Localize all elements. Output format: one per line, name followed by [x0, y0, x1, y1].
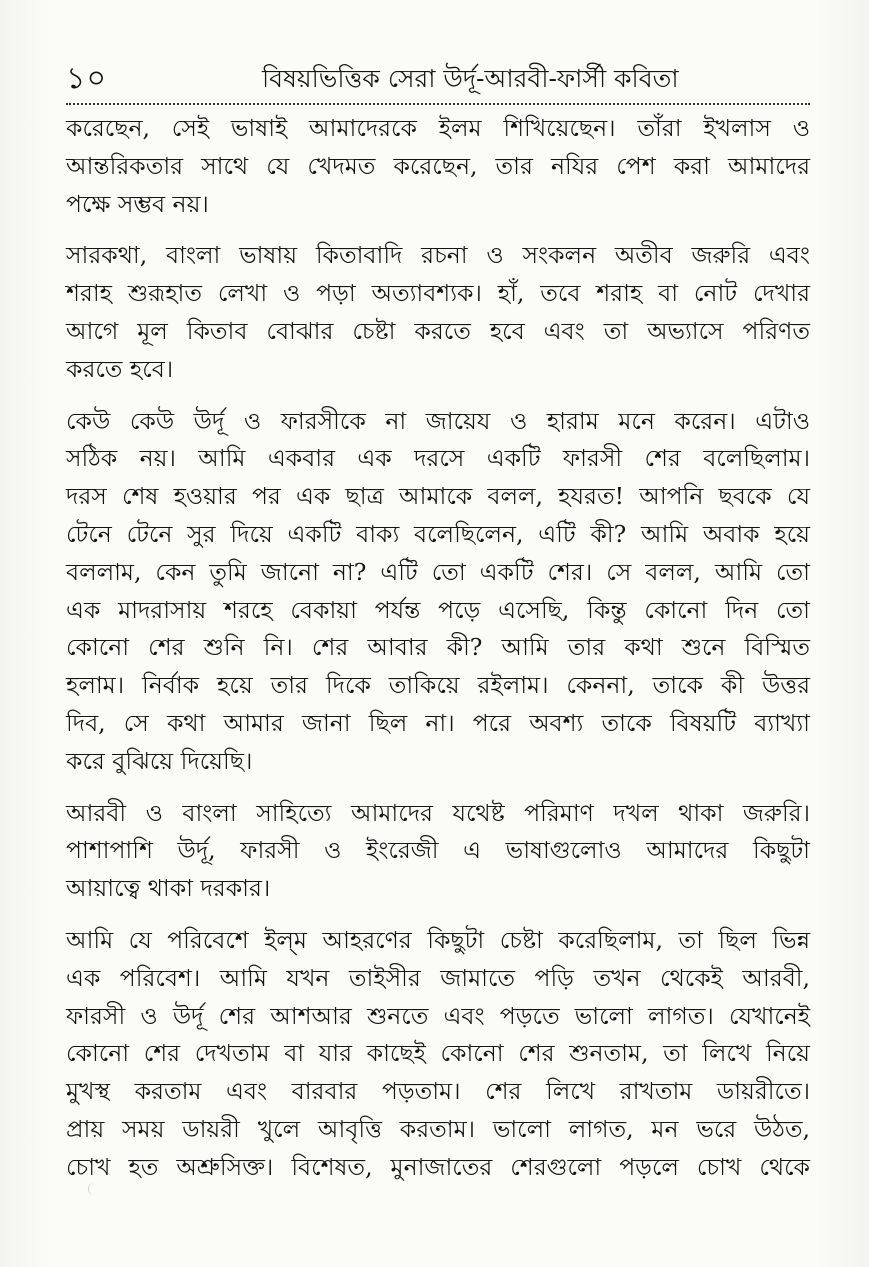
text-line: আয়াত্বে থাকা দরকার। — [66, 874, 271, 903]
text-line: বললাম, কেন তুমি জানো না? এটি তো একটি শের। সে বলল, আমি তো — [66, 557, 810, 586]
text-line: টেনে টেনে সুর দিয়ে একটি বাক্য বলেছিলেন, এটি কী? আমি অবাক হয়ে — [66, 519, 810, 548]
text-line: পাশাপাশি উর্দূ, ফারসী ও ইংরেজী এ ভাষাগুলোও আমাদের কিছুটা — [66, 836, 810, 865]
text-line: এক মাদরাসায় শরহে বেকায়া পর্যন্ত পড়ে এসেছি, কিন্তু কোনো দিন তো — [66, 595, 810, 624]
text-line: আমি যে পরিবেশে ইল্‌ম আহরণের কিছুটা চেষ্টা করেছিলাম, তা ছিল ভিন্ন — [66, 925, 810, 954]
paper-speck — [88, 1183, 99, 1195]
text-line: করতে হবে। — [66, 354, 174, 383]
text-line: কোনো শের শুনি নি। শের আবার কী? আমি তার কথা শুনে বিস্মিত — [66, 633, 810, 662]
paragraph — [66, 922, 810, 1187]
paragraph — [66, 110, 810, 223]
text-line: সঠিক নয়। আমি একবার এক দরসে একটি ফারসী শের বলেছিলাম। — [66, 444, 810, 473]
text-line: চোখ হত অশ্রুসিক্ত। বিশেষত, মুনাজাতের শেরগুলো পড়লে চোখ থেকে — [66, 1152, 810, 1181]
text-line: প্রায় সময় ডায়রী খুলে আবৃত্তি করতাম। ভালো লাগত, মন ভরে উঠত, — [66, 1114, 810, 1143]
paragraph — [66, 403, 810, 781]
book-title: বিষয়ভিত্তিক সেরা উর্দূ-আরবী-ফার্সী কবিতা — [262, 64, 679, 93]
text-line: কোনো শের দেখতাম বা যার কাছেই কোনো শের শুনতাম, তা লিখে নিয়ে — [66, 1039, 810, 1068]
text-line: করেছেন, সেই ভাষাই আমাদেরকে ইলম শিখিয়েছেন। তাঁরা ইখলাস ও — [66, 114, 810, 142]
text-line: মুখস্থ করতাম এবং বারবার পড়তাম। শের লিখে রাখতাম ডায়রীতে। — [66, 1077, 810, 1106]
text-line: ফারসী ও উর্দূ শের আশআর শুনতে এবং পড়তে ভালো লাগত। যেখানেই — [66, 1001, 810, 1030]
header-dotted-rule — [66, 103, 810, 105]
paragraph — [66, 237, 810, 388]
text-line: করে বুঝিয়ে দিয়েছি। — [66, 746, 253, 775]
text-line: দিব, সে কথা আমার জানা ছিল না। পরে অবশ্য তাকে বিষয়টি ব্যাখ্যা — [66, 708, 810, 737]
text-line: সারকথা, বাংলা ভাষায় কিতাবাদি রচনা ও সংকলন অতীব জরুরি এবং — [66, 241, 810, 270]
text-line: এক পরিবেশ। আমি যখন তাইসীর জামাতে পড়ি তখন থেকেই আরবী, — [66, 963, 810, 992]
page-number: ১০ — [66, 61, 107, 96]
running-header — [66, 58, 810, 98]
text-line: আন্তরিকতার সাথে যে খেদমত করেছেন, তার নযির পেশ করা আমাদের — [66, 151, 810, 180]
text-line: শরাহ শুরূহাত লেখা ও পড়া অত্যাবশ্যক। হাঁ, তবে শরাহ বা নোট দেখার — [66, 279, 810, 308]
text-line: আগে মূল কিতাব বোঝার চেষ্টা করতে হবে এবং তা অভ্যাসে পরিণত — [66, 316, 810, 345]
text-line: হলাম। নির্বাক হয়ে তার দিকে তাকিয়ে রইলাম। কেননা, তাকে কী উত্তর — [66, 671, 810, 700]
text-line: আরবী ও বাংলা সাহিত্যে আমাদের যথেষ্ট পরিমাণ দখল থাকা জরুরি। — [66, 798, 810, 827]
body-text — [66, 110, 810, 1201]
paragraph — [66, 795, 810, 908]
text-line: দরস শেষ হওয়ার পর এক ছাত্র আমাকে বলল, হযরত! আপনি ছবকে যে — [66, 482, 810, 511]
text-line: পক্ষে সম্ভব নয়। — [66, 189, 209, 218]
text-line: কেউ কেউ উর্দূ ও ফারসীকে না জায়েয ও হারাম মনে করেন। এটাও — [66, 406, 810, 435]
